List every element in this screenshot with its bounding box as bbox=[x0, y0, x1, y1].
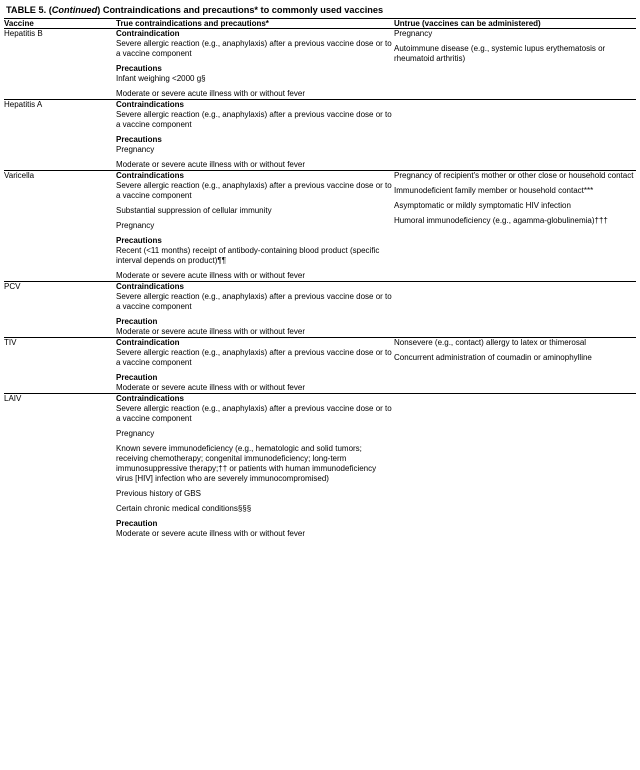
table-title bbox=[4, 4, 636, 19]
block-item: Moderate or severe acute illness with or without fever bbox=[116, 529, 305, 539]
contraindication-block bbox=[116, 135, 394, 170]
untrue-item: Asymptomatic or mildly symptomatic HIV infection bbox=[394, 201, 571, 211]
block-item: Recent (<11 months) receipt of antibody-containing blood product (specific interval depends on product)¶¶ bbox=[116, 246, 380, 266]
true-contraindications-cell bbox=[116, 29, 394, 100]
vaccine-name: TIV bbox=[4, 338, 17, 348]
table-row bbox=[4, 100, 636, 171]
untrue-item: Autoimmune disease (e.g., systemic lupus erythematosis or rheumatoid arthritis) bbox=[394, 44, 606, 64]
block-item: Pregnancy bbox=[116, 221, 155, 231]
untrue-item: Immunodeficient family member or household contact*** bbox=[394, 186, 594, 196]
true-contraindications-cell bbox=[116, 338, 394, 394]
block-item: Certain chronic medical conditions§§§ bbox=[116, 504, 252, 514]
block-heading: Contraindications bbox=[116, 171, 185, 181]
table-title-prefix: TABLE 5. ( bbox=[6, 5, 52, 15]
contraindication-block bbox=[116, 236, 394, 281]
block-heading: Contraindications bbox=[116, 394, 185, 404]
vaccine-name: LAIV bbox=[4, 394, 22, 404]
table-title-continued: Continued bbox=[51, 5, 98, 15]
column-header-true-contraindications: True contraindications and precautions* bbox=[116, 19, 394, 29]
vaccine-name: Varicella bbox=[4, 171, 35, 181]
block-heading: Contraindication bbox=[116, 338, 180, 348]
block-item: Severe allergic reaction (e.g., anaphylaxis) after a previous vaccine dose or to a vaccine component bbox=[116, 404, 392, 424]
block-item: Substantial suppression of cellular immunity bbox=[116, 206, 272, 216]
vaccine-name-cell bbox=[4, 171, 116, 282]
untrue-item: Pregnancy of recipient's mother or other close or household contact bbox=[394, 171, 634, 181]
contraindication-block bbox=[116, 171, 394, 231]
table-row bbox=[4, 338, 636, 394]
block-heading: Precautions bbox=[116, 135, 162, 145]
block-item: Severe allergic reaction (e.g., anaphylaxis) after a previous vaccine dose or to a vaccine component bbox=[116, 292, 392, 312]
untrue-item: Humoral immunodeficiency (e.g., agamma-globulinemia)††† bbox=[394, 216, 608, 226]
untrue-contraindications-cell bbox=[394, 394, 636, 540]
untrue-item: Pregnancy bbox=[394, 29, 433, 39]
contraindication-block bbox=[116, 338, 394, 368]
untrue-item: Nonsevere (e.g., contact) allergy to latex or thimerosal bbox=[394, 338, 587, 348]
block-item: Moderate or severe acute illness with or without fever bbox=[116, 271, 305, 281]
table-title-suffix: ) Contraindications and precautions* to commonly used vaccines bbox=[97, 5, 384, 15]
contraindication-block bbox=[116, 519, 394, 539]
block-heading: Precaution bbox=[116, 519, 158, 529]
untrue-contraindications-cell bbox=[394, 282, 636, 338]
vaccine-name: Hepatitis B bbox=[4, 29, 43, 39]
table-row bbox=[4, 29, 636, 100]
block-item: Severe allergic reaction (e.g., anaphylaxis) after a previous vaccine dose or to a vaccine component bbox=[116, 39, 392, 59]
true-contraindications-cell bbox=[116, 100, 394, 171]
contraindication-block bbox=[116, 100, 394, 130]
contraindication-block bbox=[116, 29, 394, 59]
untrue-contraindications-cell bbox=[394, 171, 636, 282]
block-item: Moderate or severe acute illness with or without fever bbox=[116, 327, 305, 337]
contraindications-table bbox=[4, 19, 636, 539]
block-item: Severe allergic reaction (e.g., anaphylaxis) after a previous vaccine dose or to a vaccine component bbox=[116, 348, 392, 368]
table-row bbox=[4, 394, 636, 540]
column-header-vaccine: Vaccine bbox=[4, 19, 116, 29]
vaccine-name-cell bbox=[4, 338, 116, 394]
untrue-item: Concurrent administration of coumadin or aminophylline bbox=[394, 353, 592, 363]
contraindication-block bbox=[116, 64, 394, 99]
vaccine-name: PCV bbox=[4, 282, 21, 292]
block-item: Pregnancy bbox=[116, 429, 155, 439]
table-header-row bbox=[4, 19, 636, 29]
vaccine-name-cell bbox=[4, 282, 116, 338]
block-item: Previous history of GBS bbox=[116, 489, 201, 499]
block-item: Moderate or severe acute illness with or without fever bbox=[116, 160, 305, 170]
block-heading: Precautions bbox=[116, 236, 162, 246]
true-contraindications-cell bbox=[116, 282, 394, 338]
untrue-contraindications-cell bbox=[394, 29, 636, 100]
block-item: Severe allergic reaction (e.g., anaphylaxis) after a previous vaccine dose or to a vaccine component bbox=[116, 110, 392, 130]
table-body bbox=[4, 29, 636, 540]
contraindication-block bbox=[116, 394, 394, 514]
table-row bbox=[4, 171, 636, 282]
untrue-contraindications-cell bbox=[394, 338, 636, 394]
untrue-contraindications-cell bbox=[394, 100, 636, 171]
contraindication-block bbox=[116, 282, 394, 312]
block-item: Pregnancy bbox=[116, 145, 155, 155]
block-heading: Precaution bbox=[116, 373, 158, 383]
column-header-untrue: Untrue (vaccines can be administered) bbox=[394, 19, 636, 29]
vaccine-name-cell bbox=[4, 394, 116, 540]
block-heading: Precautions bbox=[116, 64, 162, 74]
contraindication-block bbox=[116, 373, 394, 393]
block-item: Infant weighing <2000 g§ bbox=[116, 74, 206, 84]
block-item: Moderate or severe acute illness with or without fever bbox=[116, 89, 305, 99]
block-item: Severe allergic reaction (e.g., anaphylaxis) after a previous vaccine dose or to a vaccine component bbox=[116, 181, 392, 201]
block-heading: Contraindication bbox=[116, 29, 180, 39]
vaccine-name-cell bbox=[4, 100, 116, 171]
table-row bbox=[4, 282, 636, 338]
true-contraindications-cell bbox=[116, 171, 394, 282]
contraindication-block bbox=[116, 317, 394, 337]
block-heading: Contraindications bbox=[116, 100, 185, 110]
true-contraindications-cell bbox=[116, 394, 394, 540]
vaccine-name-cell bbox=[4, 29, 116, 100]
vaccine-name: Hepatitis A bbox=[4, 100, 43, 110]
block-item: Known severe immunodeficiency (e.g., hematologic and solid tumors; receiving chemotherapy; congenital immunodeficiency; long-term immunosuppressive therapy;†† or patients with human immunodeficiency virus [HIV] infection who are severely immunocompromised) bbox=[116, 444, 377, 484]
block-item: Moderate or severe acute illness with or without fever bbox=[116, 383, 305, 393]
block-heading: Contraindications bbox=[116, 282, 185, 292]
block-heading: Precaution bbox=[116, 317, 158, 327]
